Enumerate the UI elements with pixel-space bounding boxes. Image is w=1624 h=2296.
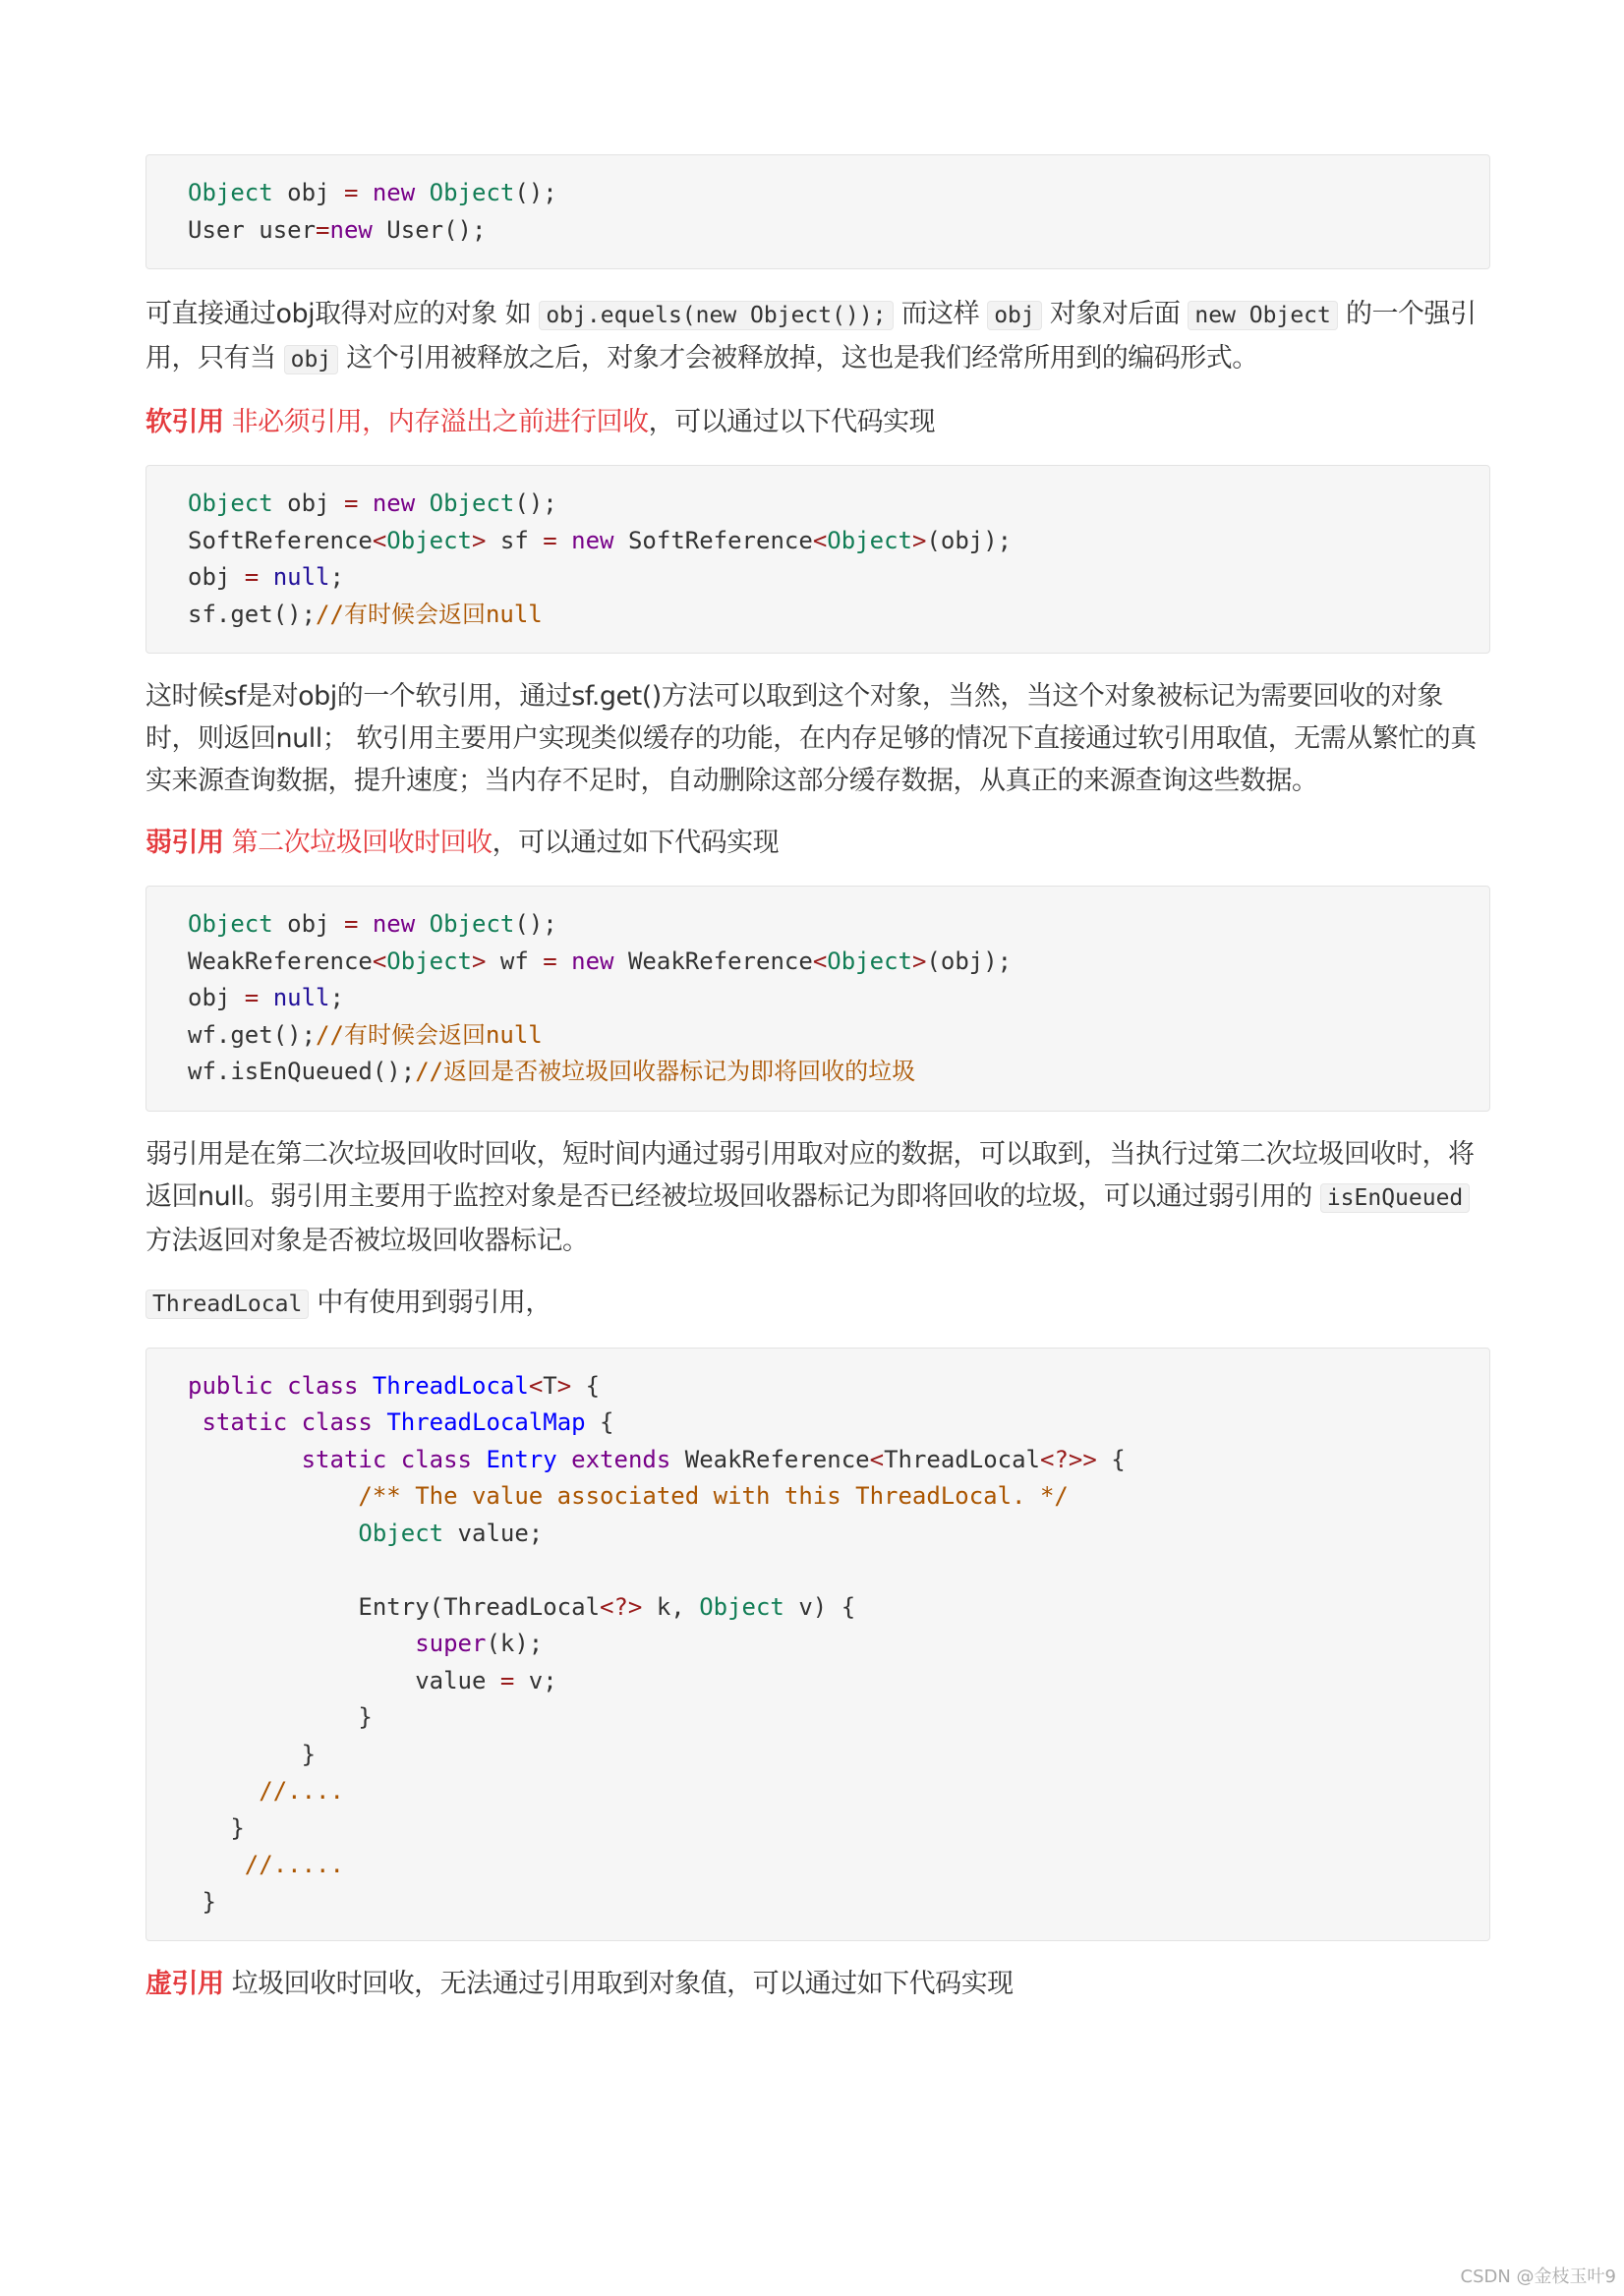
code-line: obj = null; — [188, 563, 344, 591]
code-line: SoftReference<Object> sf = new SoftReference<Object>(obj); — [188, 526, 1013, 554]
weak-reference-lead: ，可以通过如下代码实现 — [492, 828, 780, 858]
soft-reference-definition: 非必须引用，内存溢出之前进行回收 — [223, 407, 649, 437]
code-line: Object obj = new Object(); — [188, 179, 557, 206]
code-line: } — [188, 1813, 245, 1842]
code-line: wf.get();//有时候会返回null — [188, 1020, 543, 1049]
code-line: } — [188, 1703, 373, 1731]
article-body — [145, 154, 1490, 2005]
code-line: //..... — [244, 1851, 344, 1878]
code-line: obj = null; — [188, 984, 344, 1011]
code-block-strong-reference — [145, 154, 1490, 269]
code-line: } — [188, 1887, 216, 1916]
csdn-watermark: CSDN @金枝玉叶9 — [1460, 2267, 1616, 2287]
inline-code-obj-2: obj — [284, 345, 339, 374]
para1-text-5: 这个引用被释放之后，对象才会被释放掉，这也是我们经常所用到的编码形式。 — [338, 343, 1258, 373]
code-line: public class ThreadLocal<T> { — [188, 1371, 601, 1400]
code-block-soft-reference — [145, 465, 1490, 654]
phantom-reference-lead: 垃圾回收时回收，无法通过引用取到对象值，可以通过如下代码实现 — [223, 1969, 1014, 1999]
phantom-reference-heading — [145, 1963, 1490, 2005]
para1-text-3: 对象对后面 — [1041, 299, 1189, 329]
code-line: Object obj = new Object(); — [188, 910, 557, 938]
code-line: value = v; — [188, 1666, 557, 1694]
code-line: /** The value associated with this ThreadLocal. */ — [358, 1482, 1069, 1510]
code-line: sf.get();//有时候会返回null — [188, 600, 543, 628]
phantom-reference-term: 虚引用 — [145, 1969, 224, 1999]
para3-text-1: 弱引用是在第二次垃圾回收时回收，短时间内通过弱引用取对应的数据，可以取到，当执行过第二次垃圾回收时，将返回null。弱引用主要用于监控对象是否已经被垃圾回收器标记为即将回收的垃圾，可以通过弱引用的 — [145, 1138, 1475, 1212]
weak-reference-heading — [145, 822, 1490, 864]
soft-reference-paragraph: 这时候sf是对obj的一个软引用，通过sf.get()方法可以取到这个对象，当然，当这个对象被标记为需要回收的对象时，则返回null； 软引用主要用户实现类似缓存的功能，在内存足够的情况下直接通过软引用取值，无需从繁忙的真实来源查询数据，提升速度；当内存不足时，自动删除这部分缓存数据，从真正的来源查询这些数据。 — [145, 681, 1477, 796]
soft-reference-term: 软引用 — [145, 407, 224, 437]
code-line: User user=new User(); — [188, 215, 487, 244]
code-line: Entry(ThreadLocal<?> k, Object v) { — [188, 1592, 856, 1621]
code-line: Object obj = new Object(); — [188, 489, 557, 517]
code-line: WeakReference<Object> wf = new WeakReference<Object>(obj); — [188, 947, 1013, 975]
inline-code-threadlocal: ThreadLocal — [145, 1290, 309, 1319]
threadlocal-paragraph — [145, 1282, 1490, 1326]
inline-code-obj: obj — [987, 301, 1042, 330]
soft-reference-heading — [145, 401, 1490, 443]
code-line: super(k); — [415, 1630, 544, 1657]
code-line: wf.isEnQueued();//返回是否被垃圾回收器标记为即将回收的垃圾 — [188, 1058, 916, 1085]
para1-text-4: 的一个强引用，只有当 — [145, 299, 1477, 373]
weak-reference-paragraph — [145, 1133, 1490, 1262]
code-line: //.... — [259, 1777, 344, 1805]
para1-text-1: 可直接通过obj取得对应的对象 如 — [145, 299, 540, 329]
weak-reference-term: 弱引用 — [145, 828, 224, 858]
code-line: static class ThreadLocalMap { — [202, 1408, 614, 1436]
soft-reference-lead: ，可以通过以下代码实现 — [648, 407, 936, 437]
code-line: static class Entry extends WeakReference<ThreadLocal<?>> { — [301, 1445, 1126, 1473]
para1-text-2: 而这样 — [893, 299, 988, 329]
code-line: Object value; — [358, 1519, 544, 1547]
strong-reference-paragraph — [145, 293, 1490, 381]
para3-text-2: 方法返回对象是否被垃圾回收器标记。 — [145, 1225, 589, 1256]
code-block-threadlocal — [145, 1348, 1490, 1942]
inline-code-isenqueued: isEnQueued — [1320, 1183, 1470, 1213]
para4-text-1: 中有使用到弱引用， — [309, 1287, 551, 1318]
code-block-weak-reference — [145, 886, 1490, 1112]
inline-code-new-object: new Object — [1188, 301, 1337, 330]
code-line: } — [188, 1740, 317, 1768]
weak-reference-definition: 第二次垃圾回收时回收 — [223, 828, 493, 858]
inline-code-obj-equels: obj.equels(new Object()); — [539, 301, 893, 330]
code-line — [188, 1552, 1448, 1589]
